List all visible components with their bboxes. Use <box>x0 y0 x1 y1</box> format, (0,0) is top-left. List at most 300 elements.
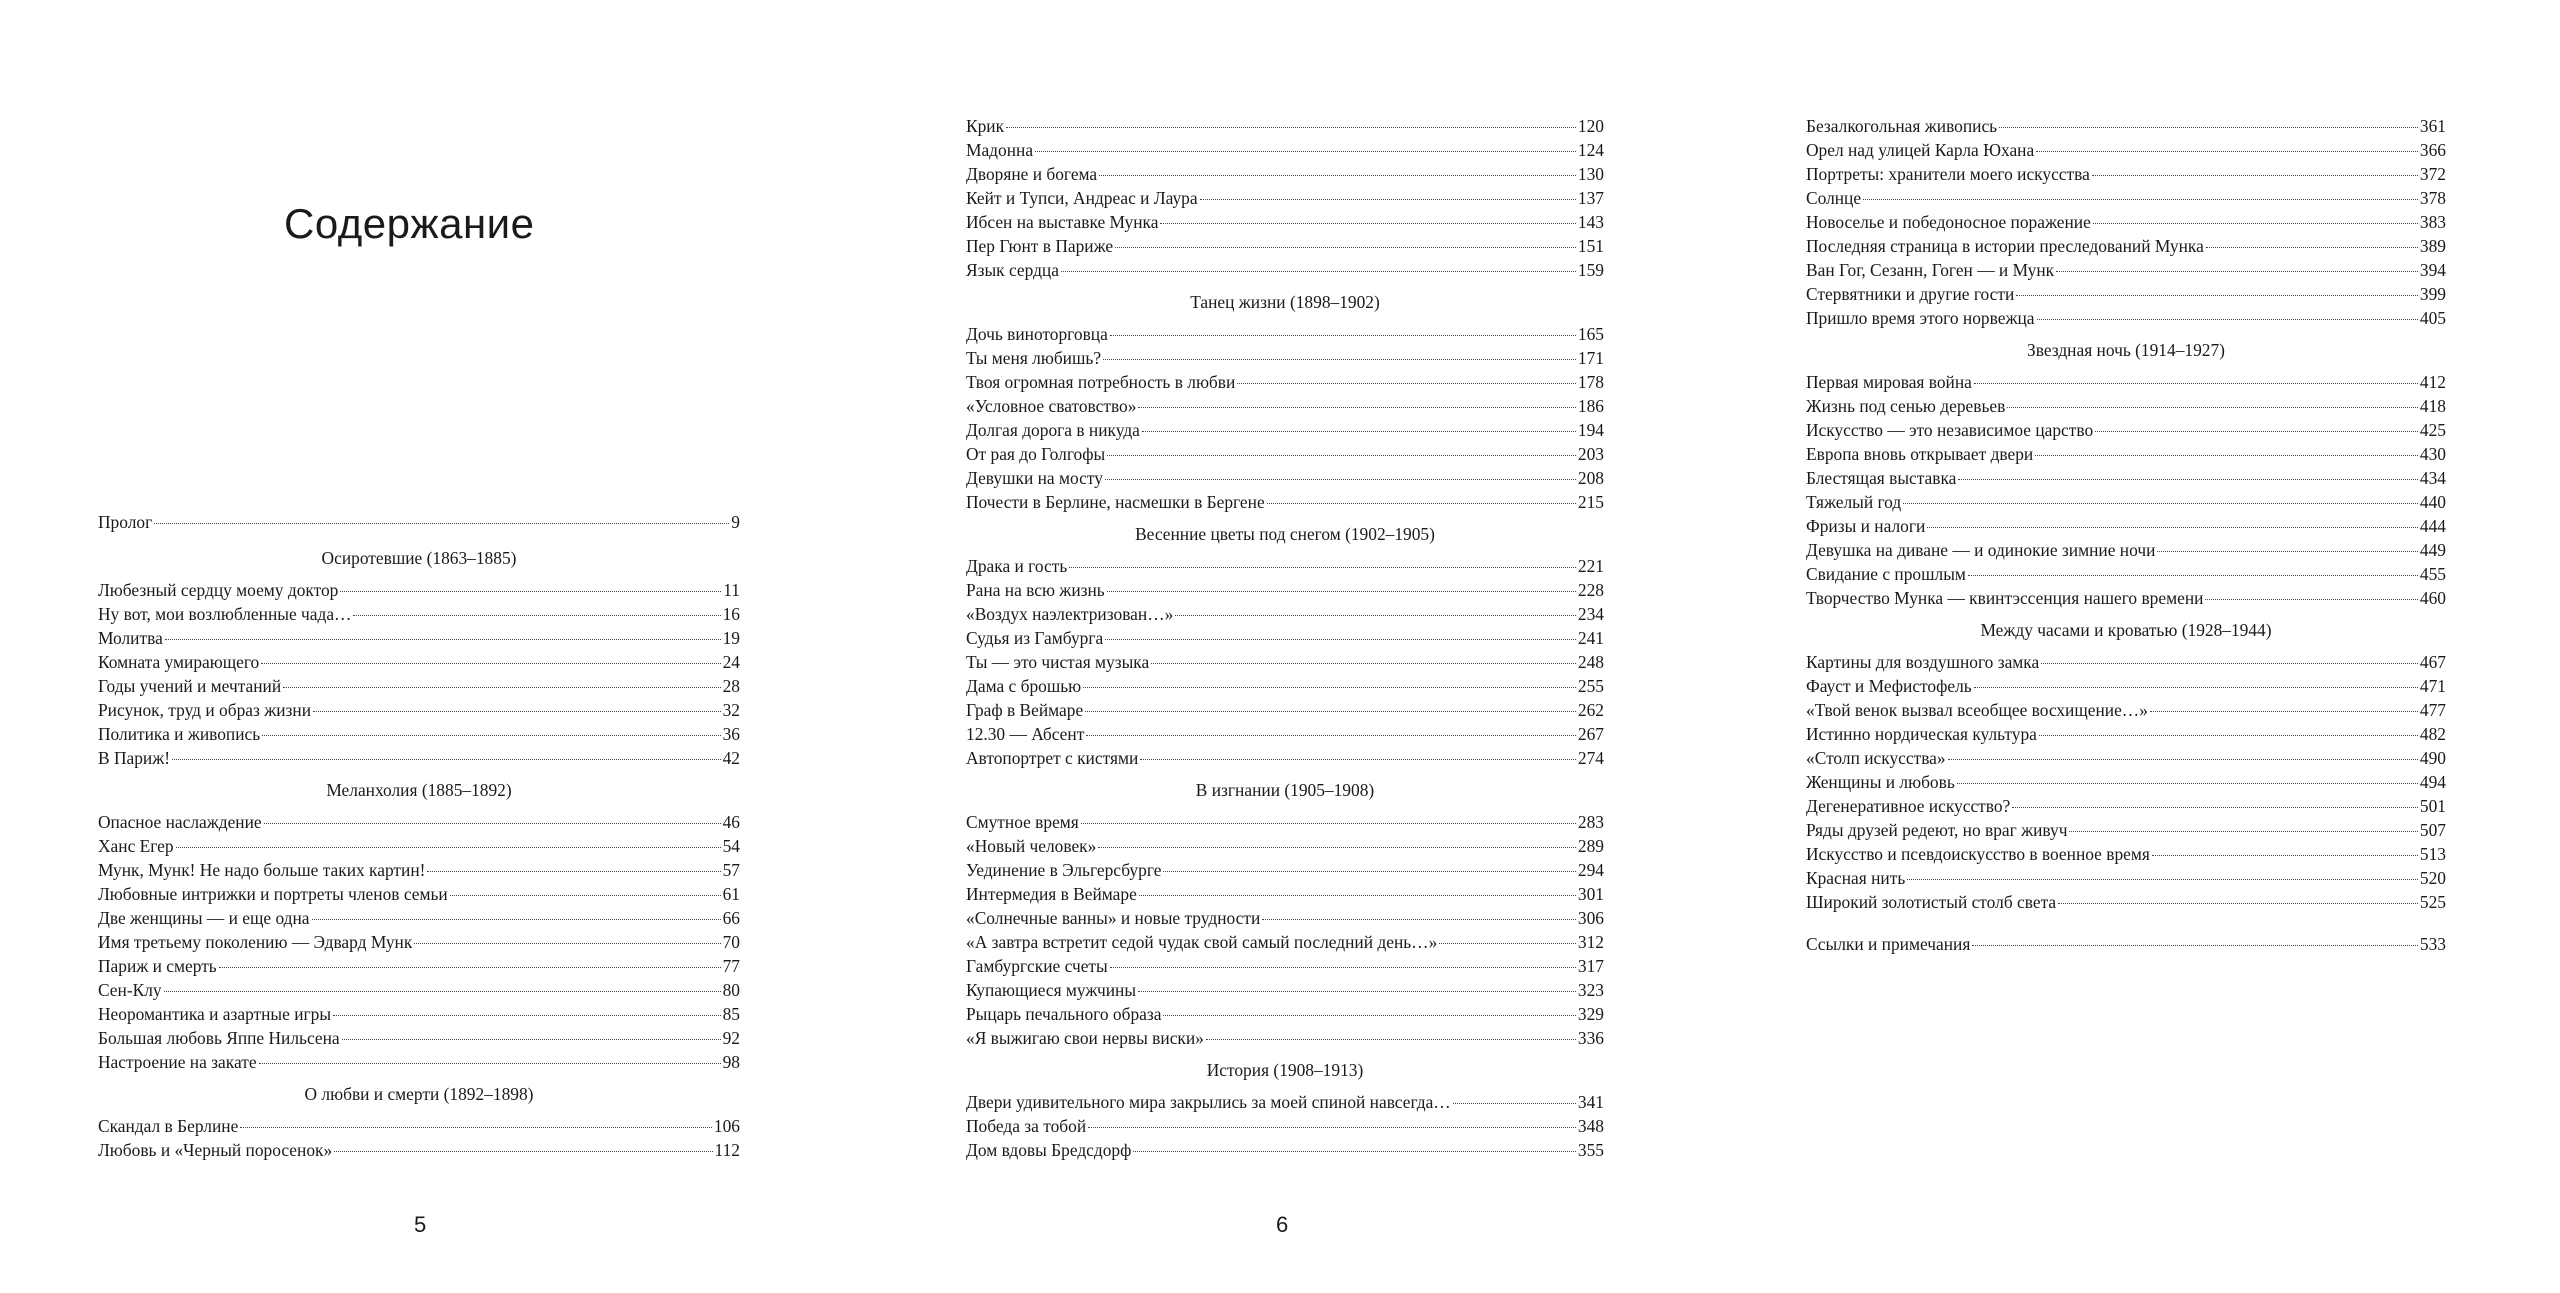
dot-leader <box>1453 1103 1576 1104</box>
entry-title: «Солнечные ванны» и новые трудности <box>966 908 1261 928</box>
entry-page: 378 <box>2419 188 2446 208</box>
toc-entry[interactable] <box>98 722 740 746</box>
entry-page: 171 <box>1577 348 1604 368</box>
entry-title: Красная нить <box>1806 868 1906 888</box>
entry-page: 16 <box>722 604 740 624</box>
toc-entry[interactable] <box>966 114 1604 138</box>
dot-leader <box>1110 967 1576 968</box>
toc-entry[interactable] <box>1806 258 2446 282</box>
entry-page: 482 <box>2419 724 2446 744</box>
entry-title: Картины для воздушного замка <box>1806 652 2040 672</box>
entry-title: Автопортрет с кистями <box>966 748 1139 768</box>
toc-entry[interactable] <box>1806 282 2446 306</box>
entry-page: 412 <box>2419 372 2446 392</box>
entry-page: 46 <box>722 812 740 832</box>
section-title: История (1908–1913) <box>1206 1060 1364 1080</box>
entry-page: 467 <box>2419 652 2446 672</box>
entry-page: 289 <box>1577 836 1604 856</box>
dot-leader <box>2007 407 2418 408</box>
entry-title: Солнце <box>1806 188 1862 208</box>
entry-page: 274 <box>1577 748 1604 768</box>
toc-entry[interactable] <box>1806 138 2446 162</box>
dot-leader <box>1098 847 1576 848</box>
dot-leader <box>2152 855 2418 856</box>
entry-title: «Условное сватовство» <box>966 396 1137 416</box>
entry-title: Две женщины — и еще одна <box>98 908 310 928</box>
entry-page: 533 <box>2419 934 2446 954</box>
toc-entry[interactable] <box>1806 186 2446 210</box>
entry-title: Свидание с прошлым <box>1806 564 1966 584</box>
dot-leader <box>165 639 721 640</box>
entry-title: Молитва <box>98 628 163 648</box>
toc-entry[interactable] <box>1806 650 2446 674</box>
dot-leader <box>1968 575 2418 576</box>
dot-leader <box>427 871 720 872</box>
toc-entry[interactable] <box>966 810 1604 834</box>
toc-entry[interactable] <box>1806 842 2446 866</box>
entry-title: Пер Гюнт в Париже <box>966 236 1114 256</box>
toc-entry[interactable] <box>1806 370 2446 394</box>
entry-title: Девушки на мосту <box>966 468 1103 488</box>
dot-leader <box>2058 903 2418 904</box>
toc-entry[interactable] <box>966 602 1604 626</box>
page-title: Содержание <box>284 200 535 247</box>
entry-title: Пролог <box>98 512 153 532</box>
entry-page: 241 <box>1577 628 1604 648</box>
dot-leader <box>2039 735 2418 736</box>
toc-entry[interactable] <box>966 674 1604 698</box>
toc-entry[interactable] <box>1806 418 2446 442</box>
toc-entry[interactable] <box>98 858 740 882</box>
dot-leader <box>1138 991 1576 992</box>
toc-entry[interactable] <box>966 930 1604 954</box>
toc-entry[interactable] <box>966 1114 1604 1138</box>
entry-page: 61 <box>722 884 740 904</box>
entry-title: Ибсен на выставке Мунка <box>966 212 1159 232</box>
entry-title: Ссылки и примечания <box>1806 934 1971 954</box>
dot-leader <box>1972 945 2418 946</box>
entry-page: 449 <box>2419 540 2446 560</box>
entry-title: 12.30 — Абсент <box>966 724 1085 744</box>
entry-title: Мунк, Мунк! Не надо больше таких картин! <box>98 860 426 880</box>
section-title: Между часами и кроватью (1928–1944) <box>1980 620 2272 640</box>
entry-page: 460 <box>2419 588 2446 608</box>
dot-leader <box>2093 223 2418 224</box>
entry-title: Искусство и псевдоискусство в военное время <box>1806 844 2150 864</box>
entry-title: Комната умирающего <box>98 652 260 672</box>
toc-entry[interactable] <box>1806 466 2446 490</box>
dot-leader <box>262 735 720 736</box>
toc-entry[interactable] <box>1806 538 2446 562</box>
entry-page: 507 <box>2419 820 2446 840</box>
entry-page: 389 <box>2419 236 2446 256</box>
entry-page: 306 <box>1577 908 1604 928</box>
entry-page: 186 <box>1577 396 1604 416</box>
entry-title: Крик <box>966 116 1005 136</box>
toc-entry-notes[interactable] <box>1806 932 2446 956</box>
dot-leader <box>1237 383 1576 384</box>
entry-page: 112 <box>714 1140 740 1160</box>
entry-title: Неоромантика и азартные игры <box>98 1004 332 1024</box>
dot-leader <box>2036 151 2418 152</box>
entry-page: 513 <box>2419 844 2446 864</box>
dot-leader <box>1200 199 1576 200</box>
toc-entry[interactable] <box>98 746 740 770</box>
entry-title: Драка и гость <box>966 556 1068 576</box>
dot-leader <box>1069 567 1576 568</box>
toc-entry[interactable] <box>966 258 1604 282</box>
dot-leader <box>1140 759 1576 760</box>
dot-leader <box>312 919 721 920</box>
entry-page: 317 <box>1577 956 1604 976</box>
entry-page: 120 <box>1577 116 1604 136</box>
entry-page: 405 <box>2419 308 2446 328</box>
entry-page: 366 <box>2419 140 2446 160</box>
dot-leader <box>219 967 721 968</box>
toc-entry[interactable] <box>1806 562 2446 586</box>
entry-title: Скандал в Берлине <box>98 1116 239 1136</box>
dot-leader <box>1107 591 1576 592</box>
dot-leader <box>154 523 729 524</box>
entry-page: 455 <box>2419 564 2446 584</box>
toc-entry[interactable] <box>966 626 1604 650</box>
toc-entry[interactable] <box>966 210 1604 234</box>
toc-entry[interactable] <box>1806 490 2446 514</box>
entry-title: Любезный сердцу моему доктор <box>98 580 339 600</box>
toc-entry[interactable] <box>966 1090 1604 1114</box>
entry-title: Большая любовь Яппе Нильсена <box>98 1028 340 1048</box>
toc-entry[interactable] <box>966 490 1604 514</box>
toc-entry[interactable] <box>1806 210 2446 234</box>
dot-leader <box>1907 879 2418 880</box>
entry-page: 394 <box>2419 260 2446 280</box>
entry-page: 294 <box>1577 860 1604 880</box>
toc-entry[interactable] <box>966 442 1604 466</box>
toc-entry[interactable] <box>1806 234 2446 258</box>
entry-title: Первая мировая война <box>1806 372 1972 392</box>
dot-leader <box>264 823 721 824</box>
entry-page: 440 <box>2419 492 2446 512</box>
entry-page: 341 <box>1577 1092 1604 1112</box>
entry-title: Рисунок, труд и образ жизни <box>98 700 312 720</box>
entry-title: Язык сердца <box>966 260 1059 280</box>
dot-leader <box>1115 247 1576 248</box>
entry-title: Уединение в Эльгерсбурге <box>966 860 1162 880</box>
toc-entry[interactable] <box>98 978 740 1002</box>
page-number-middle: 6 <box>1276 1212 1289 1237</box>
toc-entry[interactable] <box>966 1138 1604 1162</box>
entry-title: Ты — это чистая музыка <box>966 652 1150 672</box>
section-title: Танец жизни (1898–1902) <box>1190 292 1380 312</box>
toc-entry[interactable] <box>1806 746 2446 770</box>
dot-leader <box>1948 759 2418 760</box>
dot-leader <box>2012 807 2418 808</box>
toc-entry[interactable] <box>966 162 1604 186</box>
toc-entry[interactable] <box>98 834 740 858</box>
dot-leader <box>172 759 721 760</box>
toc-entry[interactable] <box>98 674 740 698</box>
dot-leader <box>1105 639 1576 640</box>
toc-entry[interactable] <box>1806 866 2446 890</box>
entry-page: 106 <box>713 1116 740 1136</box>
dot-leader <box>1160 223 1575 224</box>
entry-title: Дом вдовы Бредсдорф <box>966 1140 1132 1160</box>
entry-title: Дама с брошью <box>966 676 1082 696</box>
toc-entry[interactable] <box>966 418 1604 442</box>
entry-title: От рая до Голгофы <box>966 444 1106 464</box>
dot-leader <box>1103 359 1576 360</box>
toc-entry[interactable] <box>98 1138 740 1162</box>
entry-page: 262 <box>1577 700 1604 720</box>
toc-entry[interactable] <box>966 1026 1604 1050</box>
entry-title: Новоселье и победоносное поражение <box>1806 212 2091 232</box>
dot-leader <box>1163 871 1575 872</box>
entry-title: Блестящая выставка <box>1806 468 1957 488</box>
toc-entry[interactable] <box>98 954 740 978</box>
dot-leader <box>240 1127 712 1128</box>
toc-entry[interactable] <box>98 1026 740 1050</box>
entry-title: Любовь и «Черный поросенок» <box>98 1140 333 1160</box>
toc-entry-prolog[interactable] <box>98 510 740 534</box>
entry-page: 329 <box>1577 1004 1604 1024</box>
entry-page: 399 <box>2419 284 2446 304</box>
entry-page: 434 <box>2419 468 2446 488</box>
dot-leader <box>1133 1151 1576 1152</box>
entry-page: 9 <box>731 512 740 532</box>
entry-title: Дегенеративное искусство? <box>1806 796 2011 816</box>
toc-entry[interactable] <box>98 698 740 722</box>
toc-entry[interactable] <box>1806 794 2446 818</box>
entry-page: 471 <box>2419 676 2446 696</box>
entry-title: Женщины и любовь <box>1806 772 1955 792</box>
toc-entry[interactable] <box>966 322 1604 346</box>
dot-leader <box>1267 503 1576 504</box>
toc-entry[interactable] <box>98 1114 740 1138</box>
dot-leader <box>1099 175 1576 176</box>
dot-leader <box>1974 687 2418 688</box>
entry-title: Судья из Гамбурга <box>966 628 1104 648</box>
entry-title: Фауст и Мефистофель <box>1806 676 1972 696</box>
section-title: Меланхолия (1885–1892) <box>326 780 512 800</box>
entry-title: Рыцарь печального образа <box>966 1004 1162 1024</box>
dot-leader <box>2205 599 2417 600</box>
entry-page: 159 <box>1577 260 1604 280</box>
entry-page: 85 <box>722 1004 740 1024</box>
toc-column-right <box>1806 114 2446 956</box>
entry-page: 312 <box>1577 932 1604 952</box>
toc-entry[interactable] <box>966 650 1604 674</box>
entry-title: Дворяне и богема <box>966 164 1098 184</box>
entry-page: 203 <box>1577 444 1604 464</box>
toc-entry[interactable] <box>1806 442 2446 466</box>
toc-entry[interactable] <box>98 1002 740 1026</box>
entry-title: Ну вот, мои возлюбленные чада… <box>98 604 352 624</box>
toc-entry[interactable] <box>98 810 740 834</box>
entry-title: Опасное наслаждение <box>98 812 262 832</box>
toc-entry[interactable] <box>1806 394 2446 418</box>
dot-leader <box>1138 407 1575 408</box>
dot-leader <box>2157 551 2418 552</box>
dot-leader <box>1175 615 1576 616</box>
dot-leader <box>1006 127 1576 128</box>
entry-page: 418 <box>2419 396 2446 416</box>
entry-title: Дочь виноторговца <box>966 324 1108 344</box>
entry-title: Жизнь под сенью деревьев <box>1806 396 2006 416</box>
toc-entry[interactable] <box>966 554 1604 578</box>
toc-entry[interactable] <box>98 1050 740 1074</box>
toc-entry[interactable] <box>1806 770 2446 794</box>
toc-entry[interactable] <box>966 746 1604 770</box>
entry-page: 32 <box>722 700 740 720</box>
entry-title: Портреты: хранители моего искусства <box>1806 164 2090 184</box>
entry-page: 80 <box>722 980 740 1000</box>
entry-title: Искусство — это независимое царство <box>1806 420 2094 440</box>
toc-entry[interactable] <box>98 882 740 906</box>
toc-entry[interactable] <box>966 138 1604 162</box>
entry-title: Мадонна <box>966 140 1034 160</box>
toc-entry[interactable] <box>966 906 1604 930</box>
toc-entry[interactable] <box>966 698 1604 722</box>
dot-leader <box>2095 431 2418 432</box>
dot-leader <box>1081 823 1576 824</box>
entry-page: 124 <box>1577 140 1604 160</box>
entry-title: Сен-Клу <box>98 980 162 1000</box>
entry-page: 143 <box>1577 212 1604 232</box>
entry-page: 77 <box>722 956 740 976</box>
toc-entry[interactable] <box>966 1002 1604 1026</box>
toc-entry[interactable] <box>98 626 740 650</box>
dot-leader <box>1958 479 2418 480</box>
toc-column-left <box>98 510 740 1162</box>
dot-leader <box>1999 127 2418 128</box>
toc-entry[interactable] <box>1806 698 2446 722</box>
section-title: Весенние цветы под снегом (1902–1905) <box>1135 524 1435 544</box>
entry-page: 19 <box>722 628 740 648</box>
entry-title: Политика и живопись <box>98 724 261 744</box>
entry-title: Европа вновь открывает двери <box>1806 444 2034 464</box>
dot-leader <box>2150 711 2418 712</box>
dot-leader <box>1206 1039 1576 1040</box>
toc-entry[interactable] <box>1806 818 2446 842</box>
toc-entry[interactable] <box>966 882 1604 906</box>
toc-entry[interactable] <box>1806 162 2446 186</box>
section-title: О любви и смерти (1892–1898) <box>304 1084 534 1104</box>
toc-entry[interactable] <box>966 834 1604 858</box>
toc-entry[interactable] <box>966 578 1604 602</box>
entry-page: 248 <box>1577 652 1604 672</box>
entry-title: Интермедия в Веймаре <box>966 884 1137 904</box>
entry-page: 36 <box>722 724 740 744</box>
toc-entry[interactable] <box>1806 722 2446 746</box>
toc-entry[interactable] <box>1806 114 2446 138</box>
dot-leader <box>1262 919 1576 920</box>
toc-entry[interactable] <box>1806 306 2446 330</box>
entry-page: 267 <box>1577 724 1604 744</box>
entry-title: «А завтра встретит седой чудак свой самый последний день…» <box>966 932 1438 952</box>
toc-entry[interactable] <box>966 954 1604 978</box>
entry-title: Граф в Веймаре <box>966 700 1084 720</box>
dot-leader <box>164 991 721 992</box>
toc-entry[interactable] <box>98 578 740 602</box>
entry-title: Ханс Егер <box>98 836 174 856</box>
entry-page: 355 <box>1577 1140 1604 1160</box>
toc-entry[interactable] <box>1806 674 2446 698</box>
dot-leader <box>1139 895 1576 896</box>
entry-page: 336 <box>1577 1028 1604 1048</box>
dot-leader <box>2041 663 2418 664</box>
toc-entry[interactable] <box>1806 514 2446 538</box>
entry-title: Рана на всю жизнь <box>966 580 1105 600</box>
entry-page: 444 <box>2419 516 2446 536</box>
entry-page: 348 <box>1577 1116 1604 1136</box>
entry-page: 178 <box>1577 372 1604 392</box>
toc-entry[interactable] <box>966 466 1604 490</box>
entry-title: Фризы и налоги <box>1806 516 1926 536</box>
toc-entry[interactable] <box>966 978 1604 1002</box>
entry-page: 494 <box>2419 772 2446 792</box>
toc-entry[interactable] <box>98 930 740 954</box>
dot-leader <box>1957 783 2418 784</box>
dot-leader <box>2056 271 2418 272</box>
toc-entry[interactable] <box>966 234 1604 258</box>
toc-entry[interactable] <box>966 346 1604 370</box>
entry-title: Последняя страница в истории преследований Мунка <box>1806 236 2204 256</box>
entry-title: Годы учений и мечтаний <box>98 676 282 696</box>
dot-leader <box>2037 319 2418 320</box>
toc-entry[interactable] <box>966 394 1604 418</box>
entry-page: 430 <box>2419 444 2446 464</box>
entry-page: 130 <box>1577 164 1604 184</box>
entry-page: 477 <box>2419 700 2446 720</box>
entry-page: 66 <box>722 908 740 928</box>
entry-page: 361 <box>2419 116 2446 136</box>
entry-page: 70 <box>722 932 740 952</box>
entry-page: 383 <box>2419 212 2446 232</box>
section-title: Осиротевшие (1863–1885) <box>321 548 517 568</box>
section-title: В изгнании (1905–1908) <box>1195 780 1375 800</box>
entry-page: 234 <box>1577 604 1604 624</box>
toc-entry[interactable] <box>966 370 1604 394</box>
dot-leader <box>259 1063 721 1064</box>
dot-leader <box>1142 431 1576 432</box>
dot-leader <box>340 591 721 592</box>
dot-leader <box>450 895 721 896</box>
toc-entry[interactable] <box>1806 586 2446 610</box>
toc-entry[interactable] <box>966 186 1604 210</box>
toc-entry[interactable] <box>966 722 1604 746</box>
entry-page: 208 <box>1577 468 1604 488</box>
entry-page: 215 <box>1577 492 1604 512</box>
entry-title: Девушка на диване — и одинокие зимние ночи <box>1806 540 2156 560</box>
dot-leader <box>2016 295 2418 296</box>
dot-leader <box>1105 479 1576 480</box>
dot-leader <box>1107 455 1576 456</box>
toc-entry[interactable] <box>966 858 1604 882</box>
dot-leader <box>176 847 721 848</box>
dot-leader <box>1903 503 2418 504</box>
entry-title: Почести в Берлине, насмешки в Бергене <box>966 492 1265 512</box>
entry-page: 92 <box>722 1028 740 1048</box>
entry-page: 301 <box>1577 884 1604 904</box>
toc-entry[interactable] <box>98 650 740 674</box>
entry-title: Твоя огромная потребность в любви <box>966 372 1236 392</box>
entry-title: «Твой венок вызвал всеобщее восхищение…» <box>1806 700 2148 720</box>
toc-entry[interactable] <box>1806 890 2446 914</box>
entry-page: 501 <box>2419 796 2446 816</box>
entry-page: 525 <box>2419 892 2446 912</box>
toc-entry[interactable] <box>98 906 740 930</box>
toc-entry[interactable] <box>98 602 740 626</box>
